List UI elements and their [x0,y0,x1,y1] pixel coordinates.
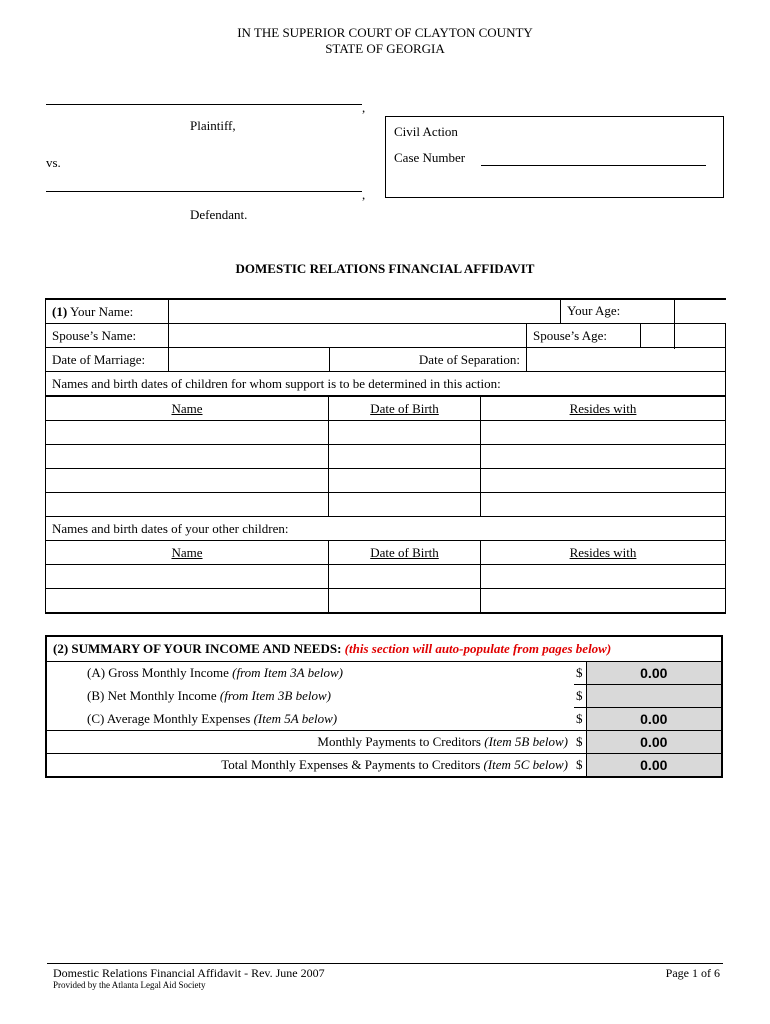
case-info-box [385,116,724,198]
defendant-label: Defendant. [190,207,248,222]
plaintiff-comma: , [362,100,366,115]
creditor-payments-text: Monthly Payments to Creditors [317,734,481,749]
defendant-name-field[interactable] [46,191,362,192]
table-row [46,565,726,589]
avg-expenses-text: (C) Average Monthly Expenses [87,710,251,726]
date-of-separation-input[interactable] [527,348,726,372]
dollar-sign: $ [574,731,586,754]
total-expenses-label [46,754,574,778]
col-resides-header [481,397,726,421]
avg-expenses-value[interactable]: 0.00 [586,708,722,731]
child-dob-input[interactable] [329,469,481,493]
children-table [45,396,726,614]
your-name-text: Your Name: [69,303,134,319]
gross-income-ref: (from Item 3A below) [232,665,343,681]
col-dob-text: Date of Birth [370,544,439,560]
table-row [46,445,726,469]
your-age-divider [560,299,562,323]
gross-income-label [46,662,574,685]
col-resides-header [481,541,726,565]
children-support-label: Names and birth dates of children for whom support is to be determined in this action: [46,372,726,397]
child-resides-input[interactable] [481,445,726,469]
your-name-label [46,299,169,324]
child-name-input[interactable] [46,493,329,517]
net-income-label [46,685,574,708]
col-name-text: Name [171,400,203,416]
other-child-name-input[interactable] [46,565,329,589]
other-child-resides-input[interactable] [481,589,726,614]
footer-form-name: Domestic Relations Financial Affidavit - Rev. June 2007 [53,966,325,980]
net-income-value[interactable] [586,685,722,708]
child-name-input[interactable] [46,469,329,493]
gross-income-text: (A) Gross Monthly Income [87,665,229,681]
child-name-input[interactable] [46,421,329,445]
spouse-age-input[interactable] [641,324,726,348]
col-resides-text: Resides with [569,544,637,560]
case-number-label: Case Number [394,150,466,165]
dollar-sign: $ [574,662,586,685]
table-row [46,421,726,445]
table-row [46,493,726,517]
your-age-label: Your Age: [567,303,621,318]
your-age-input[interactable] [675,300,723,323]
court-title: IN THE SUPERIOR COURT OF CLAYTON COUNTY [237,25,533,40]
other-child-dob-input[interactable] [329,589,481,614]
spouse-age-label: Spouse’s Age: [527,324,641,348]
net-income-text: (B) Net Monthly Income [87,688,217,703]
table-row [46,589,726,614]
child-dob-input[interactable] [329,493,481,517]
total-expenses-value[interactable]: 0.00 [586,754,722,778]
child-resides-input[interactable] [481,421,726,445]
other-child-dob-input[interactable] [329,565,481,589]
col-dob-header [329,541,481,565]
dollar-sign: $ [574,708,586,731]
plaintiff-label: Plaintiff, [190,118,236,133]
child-dob-input[interactable] [329,445,481,469]
col-dob-text: Date of Birth [370,400,439,416]
state-title: STATE OF GEORGIA [325,41,445,56]
total-expenses-text: Total Monthly Expenses & Payments to Creditors [221,757,481,772]
vs-label: vs. [46,155,61,170]
col-resides-text: Resides with [569,400,637,416]
total-expenses-ref: (Item 5C below) [483,757,568,772]
date-of-marriage-input[interactable] [169,348,330,372]
section2-table [45,635,723,778]
child-dob-input[interactable] [329,421,481,445]
form-title: DOMESTIC RELATIONS FINANCIAL AFFIDAVIT [235,261,535,276]
col-dob-header [329,397,481,421]
other-child-resides-input[interactable] [481,565,726,589]
creditor-payments-ref: (Item 5B below) [484,734,568,749]
col-name-header [46,397,329,421]
child-name-input[interactable] [46,445,329,469]
other-child-name-input[interactable] [46,589,329,614]
other-children-label: Names and birth dates of your other children: [46,517,726,541]
defendant-comma: , [362,187,366,202]
footer-provider: Provided by the Atlanta Legal Aid Society [53,980,206,990]
dollar-sign: $ [574,685,586,708]
child-resides-input[interactable] [481,469,726,493]
table-row [46,469,726,493]
case-number-field[interactable] [481,165,706,166]
child-resides-input[interactable] [481,493,726,517]
section2-note: (this section will auto-populate from pages below) [344,641,612,656]
avg-expenses-ref: (Item 5A below) [253,710,338,726]
section2-title: (2) SUMMARY OF YOUR INCOME AND NEEDS: [53,641,342,656]
col-name-header [46,541,329,565]
spouse-name-input[interactable] [169,324,527,348]
gross-income-value[interactable]: 0.00 [586,662,722,685]
avg-expenses-label [46,708,574,731]
date-of-marriage-label: Date of Marriage: [46,348,169,372]
col-name-text: Name [171,544,203,560]
creditor-payments-label [46,731,574,754]
plaintiff-name-field[interactable] [46,104,362,105]
footer-divider [47,963,723,964]
section2-heading [46,636,722,662]
net-income-ref: (from Item 3B below) [219,688,331,703]
civil-action-label: Civil Action [394,124,458,139]
dollar-sign: $ [574,754,586,778]
section1-table [45,298,726,397]
spouse-name-label: Spouse’s Name: [46,324,169,348]
date-of-separation-label: Date of Separation: [330,348,527,372]
section1-number: (1) [52,303,68,319]
creditor-payments-value[interactable]: 0.00 [586,731,722,754]
page-number: Page 1 of 6 [665,966,720,980]
